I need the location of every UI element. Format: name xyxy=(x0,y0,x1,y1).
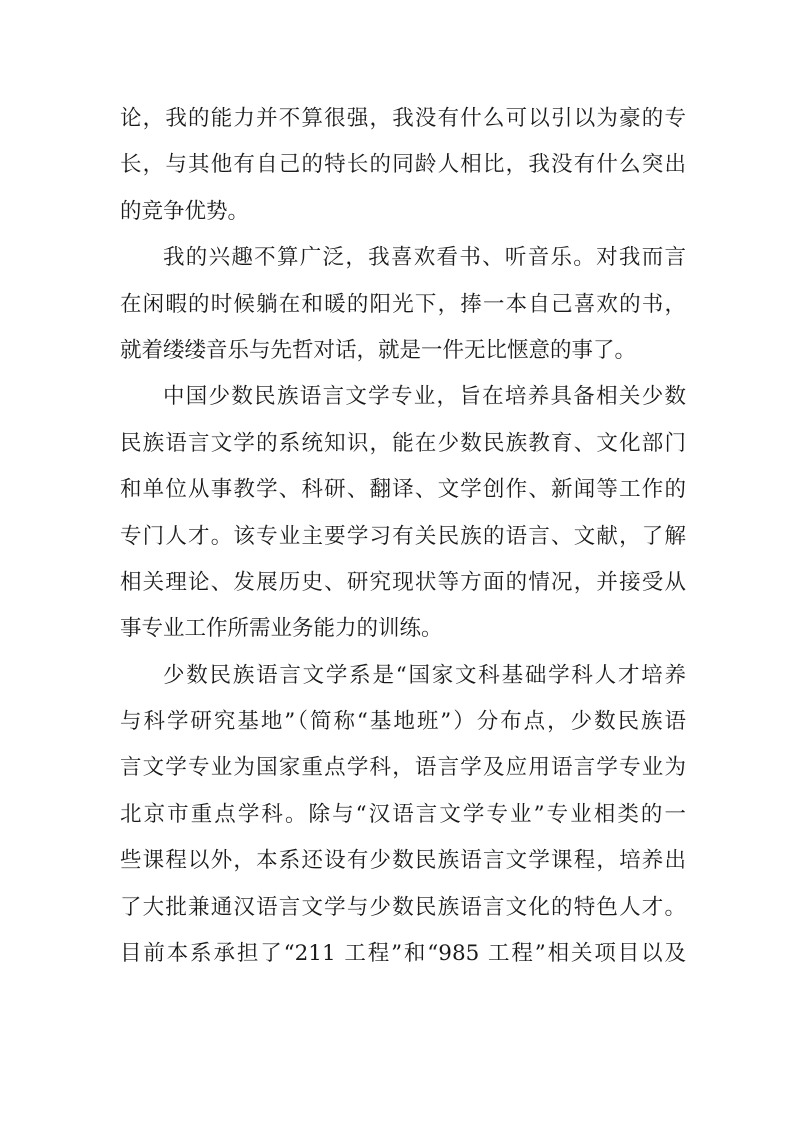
paragraph-3-line-2: 民族语言文学的系统知识，能在少数民族教育、文化部门 xyxy=(120,430,686,456)
paragraph-1-line-1: 论，我的能力并不算很强，我没有什么可以引以为豪的专 xyxy=(120,106,686,131)
paragraph-3-line-1: 中国少数民族语言文学专业，旨在培养具备相关少数 xyxy=(163,384,686,410)
paragraph-2-line-2: 在闲暇的时候躺在和暖的阳光下，捧一本自己喜欢的书， xyxy=(120,291,686,317)
paragraph-1-line-3: 的竞争优势。 xyxy=(120,198,250,224)
paragraph-4-line-7: 目前本系承担了“211 工程”和“985 工程”相关项目以及 xyxy=(120,941,686,967)
paragraph-3-line-6: 事专业工作所需业务能力的训练。 xyxy=(120,616,443,642)
paragraph-4-line-6: 了大批兼通汉语言文学与少数民族语言文化的特色人才。 xyxy=(120,894,686,920)
paragraph-4-line-4: 北京市重点学科。除与“汉语言文学专业”专业相类的一 xyxy=(120,801,686,827)
paragraph-4-line-5: 些课程以外，本系还设有少数民族语言文学课程，培养出 xyxy=(120,848,686,874)
paragraph-3-line-4: 专门人才。该专业主要学习有关民族的语言、文献，了解 xyxy=(120,523,686,549)
paragraph-2-line-3: 就着缕缕音乐与先哲对话，就是一件无比惬意的事了。 xyxy=(120,337,637,363)
paragraph-4-line-3: 言文学专业为国家重点学科，语言学及应用语言学专业为 xyxy=(120,755,686,781)
body-text xyxy=(120,96,686,977)
paragraph-3-line-3: 和单位从事教学、科研、翻译、文学创作、新闻等工作的 xyxy=(120,477,686,503)
paragraph-1-line-2: 长，与其他有自己的特长的同龄人相比，我没有什么突出 xyxy=(120,152,686,178)
paragraph-2-line-1: 我的兴趣不算广泛，我喜欢看书、听音乐。对我而言 xyxy=(163,245,686,271)
paragraph-4-line-2: 与科学研究基地”（简称“基地班”）分布点，少数民族语 xyxy=(120,709,686,735)
paragraph-4-line-1: 少数民族语言文学系是“国家文科基础学科人才培养 xyxy=(163,662,686,688)
paragraph-3-line-5: 相关理论、发展历史、研究现状等方面的情况，并接受从 xyxy=(120,569,686,595)
